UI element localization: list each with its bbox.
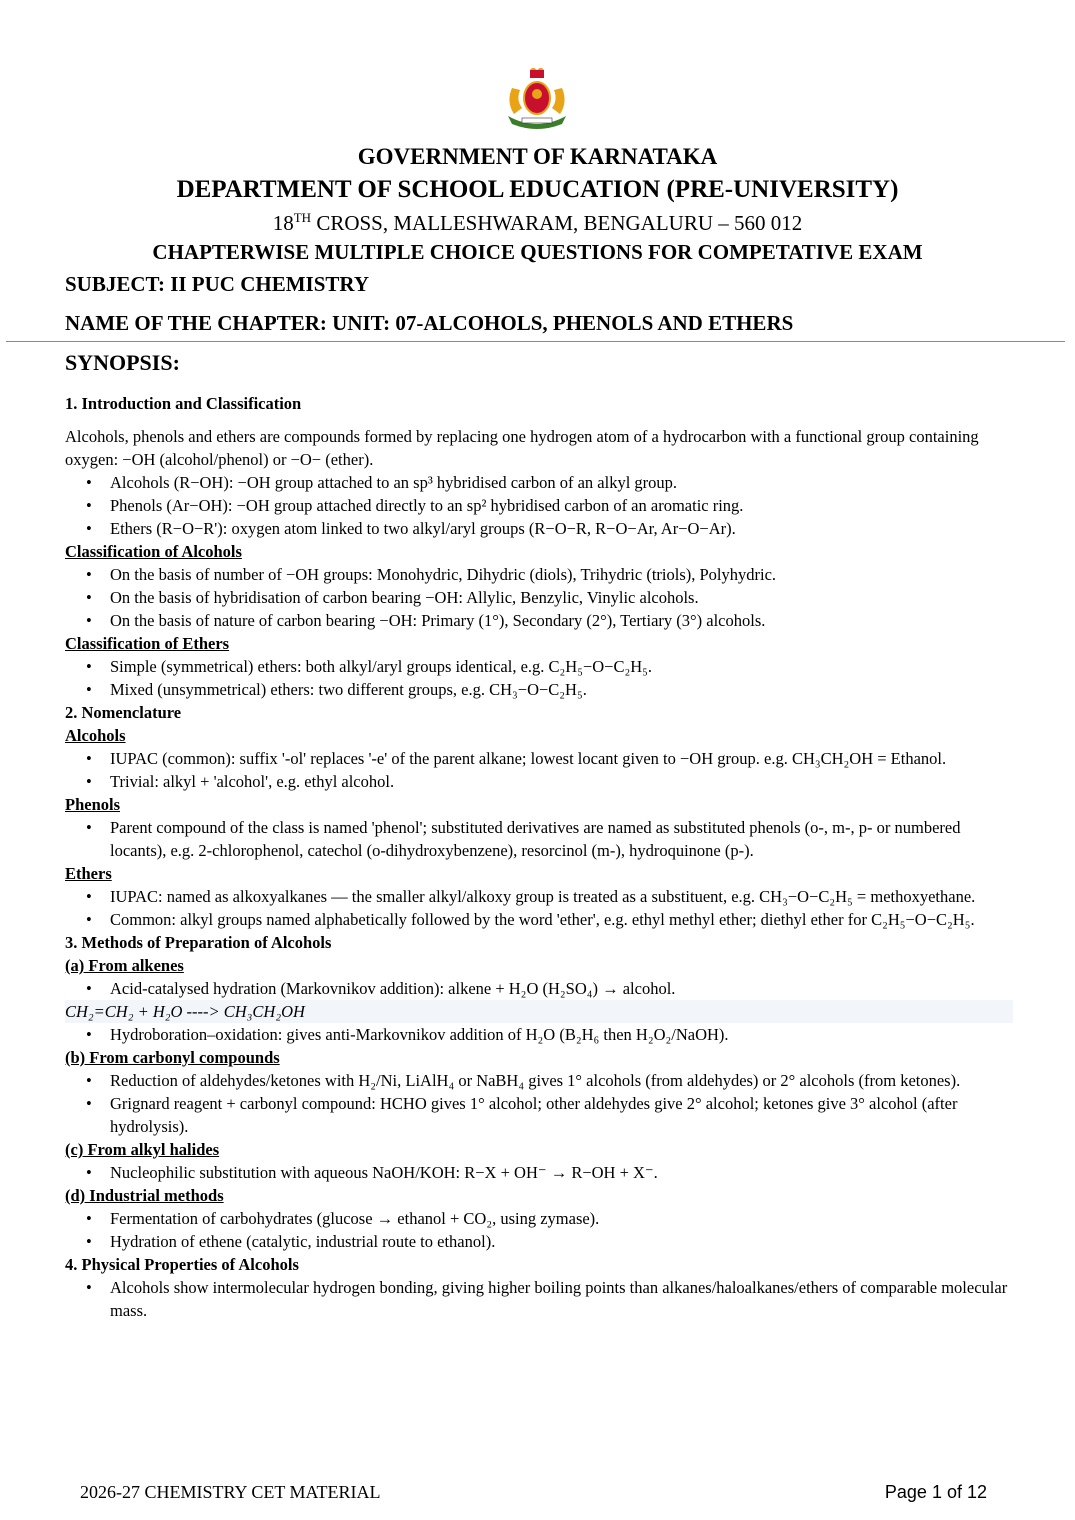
bullet-list bbox=[65, 1276, 1013, 1322]
subject-line: SUBJECT: II PUC CHEMISTRY bbox=[65, 272, 369, 296]
list-item: • IUPAC (common): suffix '-ol' replaces '-e' of the parent alkane; lowest locant given to −OH group. e.g. CH₃CH₂OH = Ethanol. bbox=[110, 747, 1013, 770]
list-item: • Hydration of ethene (catalytic, industrial route to ethanol). bbox=[110, 1230, 1013, 1253]
exam-title: CHAPTERWISE MULTIPLE CHOICE QUESTIONS FOR COMPETATIVE EXAM bbox=[152, 240, 923, 264]
bullet-list bbox=[65, 885, 1013, 931]
bullet-list bbox=[65, 1023, 1013, 1046]
bullet-list bbox=[65, 977, 1013, 1000]
list-item: • Alcohols (R−OH): −OH group attached to an sp³ hybridised carbon of an alkyl group. bbox=[110, 471, 1013, 494]
equation-block: CH₂=CH₂ + H₂O ----> CH₃CH₂OH bbox=[65, 1000, 1013, 1023]
bullet-list bbox=[65, 563, 1013, 632]
list-item: • Mixed (unsymmetrical) ethers: two different groups, e.g. CH₃−O−C₂H₅. bbox=[110, 678, 1013, 701]
section-heading: 4. Physical Properties of Alcohols bbox=[65, 1255, 299, 1274]
subsection-heading: Classification of Ethers bbox=[65, 634, 230, 653]
bullet-list bbox=[65, 1069, 1013, 1138]
subsection-heading: Phenols bbox=[65, 795, 121, 814]
list-item: • Fermentation of carbohydrates (glucose → ethanol + CO₂, using zymase). bbox=[110, 1207, 1013, 1230]
bullet-list bbox=[65, 816, 1013, 862]
header-divider bbox=[6, 341, 1065, 342]
list-item: • Ethers (R−O−R'): oxygen atom linked to two alkyl/aryl groups (R−O−R, R−O−Ar, Ar−O−Ar). bbox=[110, 517, 1013, 540]
list-item: • Common: alkyl groups named alphabetically followed by the word 'ether', e.g. ethyl methyl ether; diethyl ether for C₂H₅−O−C₂H₅. bbox=[110, 908, 1013, 931]
list-item: • Phenols (Ar−OH): −OH group attached directly to an sp² hybridised carbon of an aromatic ring. bbox=[110, 494, 1013, 517]
bullet-list bbox=[65, 1161, 1013, 1184]
list-item: • IUPAC: named as alkoxyalkanes — the smaller alkyl/alkoxy group is treated as a substituent, e.g. CH₃−O−C₂H₅ = methoxyethane. bbox=[110, 885, 1013, 908]
paragraph: Alcohols, phenols and ethers are compounds formed by replacing one hydrogen atom of a hydrocarbon with a functional group containing oxygen: −OH (alcohol/phenol) or −O− (ether). bbox=[65, 427, 979, 469]
list-item: • Reduction of aldehydes/ketones with H₂/Ni, LiAlH₄ or NaBH₄ gives 1° alcohols (from aldehydes) or 2° alcohols (from ketones). bbox=[110, 1069, 1013, 1092]
karnataka-emblem-icon bbox=[500, 68, 574, 134]
subsection-heading: (b) From carbonyl compounds bbox=[65, 1048, 280, 1067]
subsection-heading: Ethers bbox=[65, 864, 112, 883]
list-item: • Acid-catalysed hydration (Markovnikov addition): alkene + H₂O (H₂SO₄) → alcohol. bbox=[110, 977, 1013, 1000]
bullet-list bbox=[65, 747, 1013, 793]
section-heading: 1. Introduction and Classification bbox=[65, 394, 302, 413]
section-heading: 3. Methods of Preparation of Alcohols bbox=[65, 933, 332, 952]
footer-label: 2026-27 CHEMISTRY CET MATERIAL bbox=[80, 1482, 381, 1502]
list-item: • On the basis of number of −OH groups: Monohydric, Dihydric (diols), Trihydric (triols), Polyhydric. bbox=[110, 563, 1013, 586]
list-item: • Simple (symmetrical) ethers: both alkyl/aryl groups identical, e.g. C₂H₅−O−C₂H₅. bbox=[110, 655, 1013, 678]
list-item: • Alcohols show intermolecular hydrogen bonding, giving higher boiling points than alkanes/haloalkanes/ethers of comparable molecular mass. bbox=[110, 1276, 1013, 1322]
synopsis-content bbox=[65, 392, 1013, 1322]
subsection-heading: Classification of Alcohols bbox=[65, 542, 242, 561]
list-item: • Parent compound of the class is named 'phenol'; substituted derivatives are named as substituted phenols (o-, m-, p- or numbered locants), e.g. 2-chlorophenol, catechol (o-dihydroxybenzene), resorcinol (m-), hydroquinone (p-). bbox=[110, 816, 1013, 862]
page-number: Page 1 of 12 bbox=[884, 1482, 987, 1502]
subsection-heading: (d) Industrial methods bbox=[65, 1186, 224, 1205]
subsection-heading: (c) From alkyl halides bbox=[65, 1140, 220, 1159]
bullet-list bbox=[65, 471, 1013, 540]
list-item: • Grignard reagent + carbonyl compound: HCHO gives 1° alcohol; other aldehydes give 2° alcohol; ketones give 3° alcohol (after hydrolysis). bbox=[110, 1092, 1013, 1138]
department-title: DEPARTMENT OF SCHOOL EDUCATION (PRE-UNIVERSITY) bbox=[176, 176, 899, 203]
address-line bbox=[0, 211, 1075, 236]
govt-title: GOVERNMENT OF KARNATAKA bbox=[357, 144, 718, 169]
bullet-list bbox=[65, 655, 1013, 701]
bullet-list bbox=[65, 1207, 1013, 1253]
address-number: 18 bbox=[272, 211, 294, 235]
list-item: • Hydroboration–oxidation: gives anti-Markovnikov addition of H₂O (B₂H₆ then H₂O₂/NaOH). bbox=[110, 1023, 1013, 1046]
chapter-line: NAME OF THE CHAPTER: UNIT: 07-ALCOHOLS, PHENOLS AND ETHERS bbox=[65, 311, 794, 335]
section-heading: 2. Nomenclature bbox=[65, 703, 182, 722]
list-item: • Nucleophilic substitution with aqueous NaOH/KOH: R−X + OH⁻ → R−OH + X⁻. bbox=[110, 1161, 1013, 1184]
subsection-heading: Alcohols bbox=[65, 726, 126, 745]
list-item: • Trivial: alkyl + 'alcohol', e.g. ethyl alcohol. bbox=[110, 770, 1013, 793]
list-item: • On the basis of hybridisation of carbon bearing −OH: Allylic, Benzylic, Vinylic alcohols. bbox=[110, 586, 1013, 609]
subsection-heading: (a) From alkenes bbox=[65, 956, 184, 975]
synopsis-heading: SYNOPSIS: bbox=[65, 350, 180, 375]
address-superscript: TH bbox=[293, 210, 312, 225]
list-item: • On the basis of nature of carbon bearing −OH: Primary (1°), Secondary (2°), Tertiary (3°) alcohols. bbox=[110, 609, 1013, 632]
address-text: CROSS, MALLESHWARAM, BENGALURU – 560 012 bbox=[311, 211, 803, 235]
